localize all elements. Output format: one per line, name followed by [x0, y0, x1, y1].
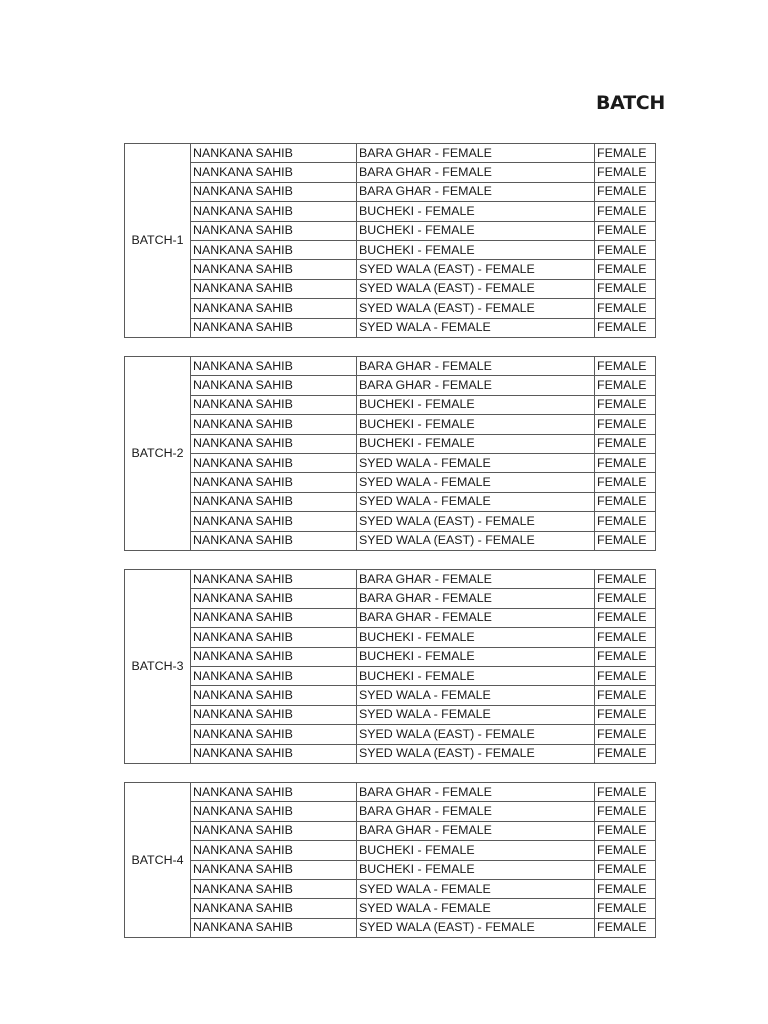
batch-label: BATCH-3 [125, 570, 191, 764]
district-cell: NANKANA SAHIB [191, 279, 357, 298]
table-row [125, 589, 656, 608]
gender-cell: FEMALE [595, 240, 656, 259]
table-row [125, 279, 656, 298]
gender-cell: FEMALE [595, 570, 656, 589]
gender-cell: FEMALE [595, 841, 656, 860]
table-row [125, 628, 656, 647]
district-cell: NANKANA SAHIB [191, 415, 357, 434]
table-row [125, 841, 656, 860]
district-cell: NANKANA SAHIB [191, 628, 357, 647]
table-row [125, 473, 656, 492]
district-cell: NANKANA SAHIB [191, 182, 357, 201]
center-cell: BARA GHAR - FEMALE [357, 589, 595, 608]
table-row [125, 821, 656, 840]
district-cell: NANKANA SAHIB [191, 802, 357, 821]
gender-cell: FEMALE [595, 821, 656, 840]
center-cell: BUCHEKI - FEMALE [357, 240, 595, 259]
table-row [125, 918, 656, 937]
center-cell: BUCHEKI - FEMALE [357, 628, 595, 647]
center-cell: BUCHEKI - FEMALE [357, 202, 595, 221]
table-row [125, 783, 656, 802]
gender-cell: FEMALE [595, 357, 656, 376]
district-cell: NANKANA SAHIB [191, 163, 357, 182]
table-row [125, 647, 656, 666]
table-row [125, 744, 656, 763]
gender-cell: FEMALE [595, 415, 656, 434]
center-cell: BARA GHAR - FEMALE [357, 821, 595, 840]
table-row [125, 705, 656, 724]
center-cell: BARA GHAR - FEMALE [357, 182, 595, 201]
district-cell: NANKANA SAHIB [191, 260, 357, 279]
district-cell: NANKANA SAHIB [191, 860, 357, 879]
table-row [125, 666, 656, 685]
district-cell: NANKANA SAHIB [191, 221, 357, 240]
district-cell: NANKANA SAHIB [191, 299, 357, 318]
gender-cell: FEMALE [595, 666, 656, 685]
batch-label: BATCH-1 [125, 144, 191, 338]
district-cell: NANKANA SAHIB [191, 473, 357, 492]
center-cell: SYED WALA - FEMALE [357, 492, 595, 511]
gender-cell: FEMALE [595, 783, 656, 802]
district-cell: NANKANA SAHIB [191, 899, 357, 918]
table-row [125, 240, 656, 259]
batch-table [124, 143, 656, 338]
table-row [125, 802, 656, 821]
batch-label: BATCH-4 [125, 783, 191, 938]
district-cell: NANKANA SAHIB [191, 608, 357, 627]
table-row [125, 608, 656, 627]
district-cell: NANKANA SAHIB [191, 453, 357, 472]
table-row [125, 686, 656, 705]
gender-cell: FEMALE [595, 860, 656, 879]
batch-table [124, 782, 656, 938]
center-cell: BARA GHAR - FEMALE [357, 570, 595, 589]
district-cell: NANKANA SAHIB [191, 666, 357, 685]
table-row [125, 221, 656, 240]
table-row [125, 879, 656, 898]
batch-table [124, 356, 656, 551]
batch-label: BATCH-2 [125, 357, 191, 551]
gender-cell: FEMALE [595, 144, 656, 163]
table-row [125, 531, 656, 550]
center-cell: SYED WALA (EAST) - FEMALE [357, 260, 595, 279]
table-row [125, 182, 656, 201]
center-cell: SYED WALA (EAST) - FEMALE [357, 299, 595, 318]
table-row [125, 434, 656, 453]
district-cell: NANKANA SAHIB [191, 531, 357, 550]
center-cell: SYED WALA - FEMALE [357, 318, 595, 337]
gender-cell: FEMALE [595, 434, 656, 453]
page-title: BATCH [596, 92, 666, 114]
gender-cell: FEMALE [595, 492, 656, 511]
gender-cell: FEMALE [595, 918, 656, 937]
district-cell: NANKANA SAHIB [191, 783, 357, 802]
table-row [125, 512, 656, 531]
center-cell: SYED WALA (EAST) - FEMALE [357, 918, 595, 937]
table-row [125, 260, 656, 279]
gender-cell: FEMALE [595, 879, 656, 898]
center-cell: SYED WALA (EAST) - FEMALE [357, 725, 595, 744]
table-row [125, 163, 656, 182]
gender-cell: FEMALE [595, 318, 656, 337]
district-cell: NANKANA SAHIB [191, 841, 357, 860]
center-cell: BARA GHAR - FEMALE [357, 376, 595, 395]
center-cell: BUCHEKI - FEMALE [357, 666, 595, 685]
center-cell: SYED WALA - FEMALE [357, 899, 595, 918]
district-cell: NANKANA SAHIB [191, 434, 357, 453]
table-row [125, 395, 656, 414]
gender-cell: FEMALE [595, 395, 656, 414]
center-cell: SYED WALA - FEMALE [357, 686, 595, 705]
gender-cell: FEMALE [595, 744, 656, 763]
district-cell: NANKANA SAHIB [191, 570, 357, 589]
center-cell: SYED WALA - FEMALE [357, 473, 595, 492]
district-cell: NANKANA SAHIB [191, 686, 357, 705]
table-row [125, 860, 656, 879]
table-row [125, 299, 656, 318]
gender-cell: FEMALE [595, 608, 656, 627]
table-row [125, 202, 656, 221]
table-row [125, 492, 656, 511]
gender-cell: FEMALE [595, 299, 656, 318]
center-cell: BUCHEKI - FEMALE [357, 860, 595, 879]
district-cell: NANKANA SAHIB [191, 705, 357, 724]
gender-cell: FEMALE [595, 705, 656, 724]
center-cell: BUCHEKI - FEMALE [357, 395, 595, 414]
gender-cell: FEMALE [595, 473, 656, 492]
district-cell: NANKANA SAHIB [191, 240, 357, 259]
gender-cell: FEMALE [595, 589, 656, 608]
gender-cell: FEMALE [595, 182, 656, 201]
gender-cell: FEMALE [595, 202, 656, 221]
center-cell: SYED WALA (EAST) - FEMALE [357, 531, 595, 550]
center-cell: SYED WALA - FEMALE [357, 879, 595, 898]
gender-cell: FEMALE [595, 260, 656, 279]
center-cell: BUCHEKI - FEMALE [357, 841, 595, 860]
center-cell: SYED WALA (EAST) - FEMALE [357, 744, 595, 763]
district-cell: NANKANA SAHIB [191, 512, 357, 531]
center-cell: BUCHEKI - FEMALE [357, 415, 595, 434]
gender-cell: FEMALE [595, 899, 656, 918]
district-cell: NANKANA SAHIB [191, 202, 357, 221]
district-cell: NANKANA SAHIB [191, 376, 357, 395]
gender-cell: FEMALE [595, 725, 656, 744]
table-row [125, 144, 656, 163]
gender-cell: FEMALE [595, 279, 656, 298]
gender-cell: FEMALE [595, 628, 656, 647]
table-row [125, 899, 656, 918]
batch-table [124, 569, 656, 764]
center-cell: SYED WALA (EAST) - FEMALE [357, 512, 595, 531]
gender-cell: FEMALE [595, 163, 656, 182]
district-cell: NANKANA SAHIB [191, 821, 357, 840]
district-cell: NANKANA SAHIB [191, 647, 357, 666]
table-row [125, 415, 656, 434]
district-cell: NANKANA SAHIB [191, 492, 357, 511]
gender-cell: FEMALE [595, 802, 656, 821]
district-cell: NANKANA SAHIB [191, 725, 357, 744]
gender-cell: FEMALE [595, 376, 656, 395]
district-cell: NANKANA SAHIB [191, 395, 357, 414]
table-row [125, 570, 656, 589]
gender-cell: FEMALE [595, 453, 656, 472]
center-cell: BARA GHAR - FEMALE [357, 608, 595, 627]
center-cell: SYED WALA (EAST) - FEMALE [357, 279, 595, 298]
gender-cell: FEMALE [595, 531, 656, 550]
center-cell: BARA GHAR - FEMALE [357, 783, 595, 802]
center-cell: BUCHEKI - FEMALE [357, 647, 595, 666]
district-cell: NANKANA SAHIB [191, 879, 357, 898]
center-cell: SYED WALA - FEMALE [357, 705, 595, 724]
table-row [125, 376, 656, 395]
center-cell: BUCHEKI - FEMALE [357, 434, 595, 453]
district-cell: NANKANA SAHIB [191, 918, 357, 937]
center-cell: BARA GHAR - FEMALE [357, 144, 595, 163]
center-cell: BUCHEKI - FEMALE [357, 221, 595, 240]
district-cell: NANKANA SAHIB [191, 318, 357, 337]
center-cell: BARA GHAR - FEMALE [357, 163, 595, 182]
gender-cell: FEMALE [595, 221, 656, 240]
table-row [125, 453, 656, 472]
table-row [125, 725, 656, 744]
district-cell: NANKANA SAHIB [191, 744, 357, 763]
center-cell: SYED WALA - FEMALE [357, 453, 595, 472]
table-row [125, 357, 656, 376]
center-cell: BARA GHAR - FEMALE [357, 802, 595, 821]
gender-cell: FEMALE [595, 647, 656, 666]
center-cell: BARA GHAR - FEMALE [357, 357, 595, 376]
district-cell: NANKANA SAHIB [191, 589, 357, 608]
district-cell: NANKANA SAHIB [191, 357, 357, 376]
district-cell: NANKANA SAHIB [191, 144, 357, 163]
table-row [125, 318, 656, 337]
gender-cell: FEMALE [595, 686, 656, 705]
gender-cell: FEMALE [595, 512, 656, 531]
